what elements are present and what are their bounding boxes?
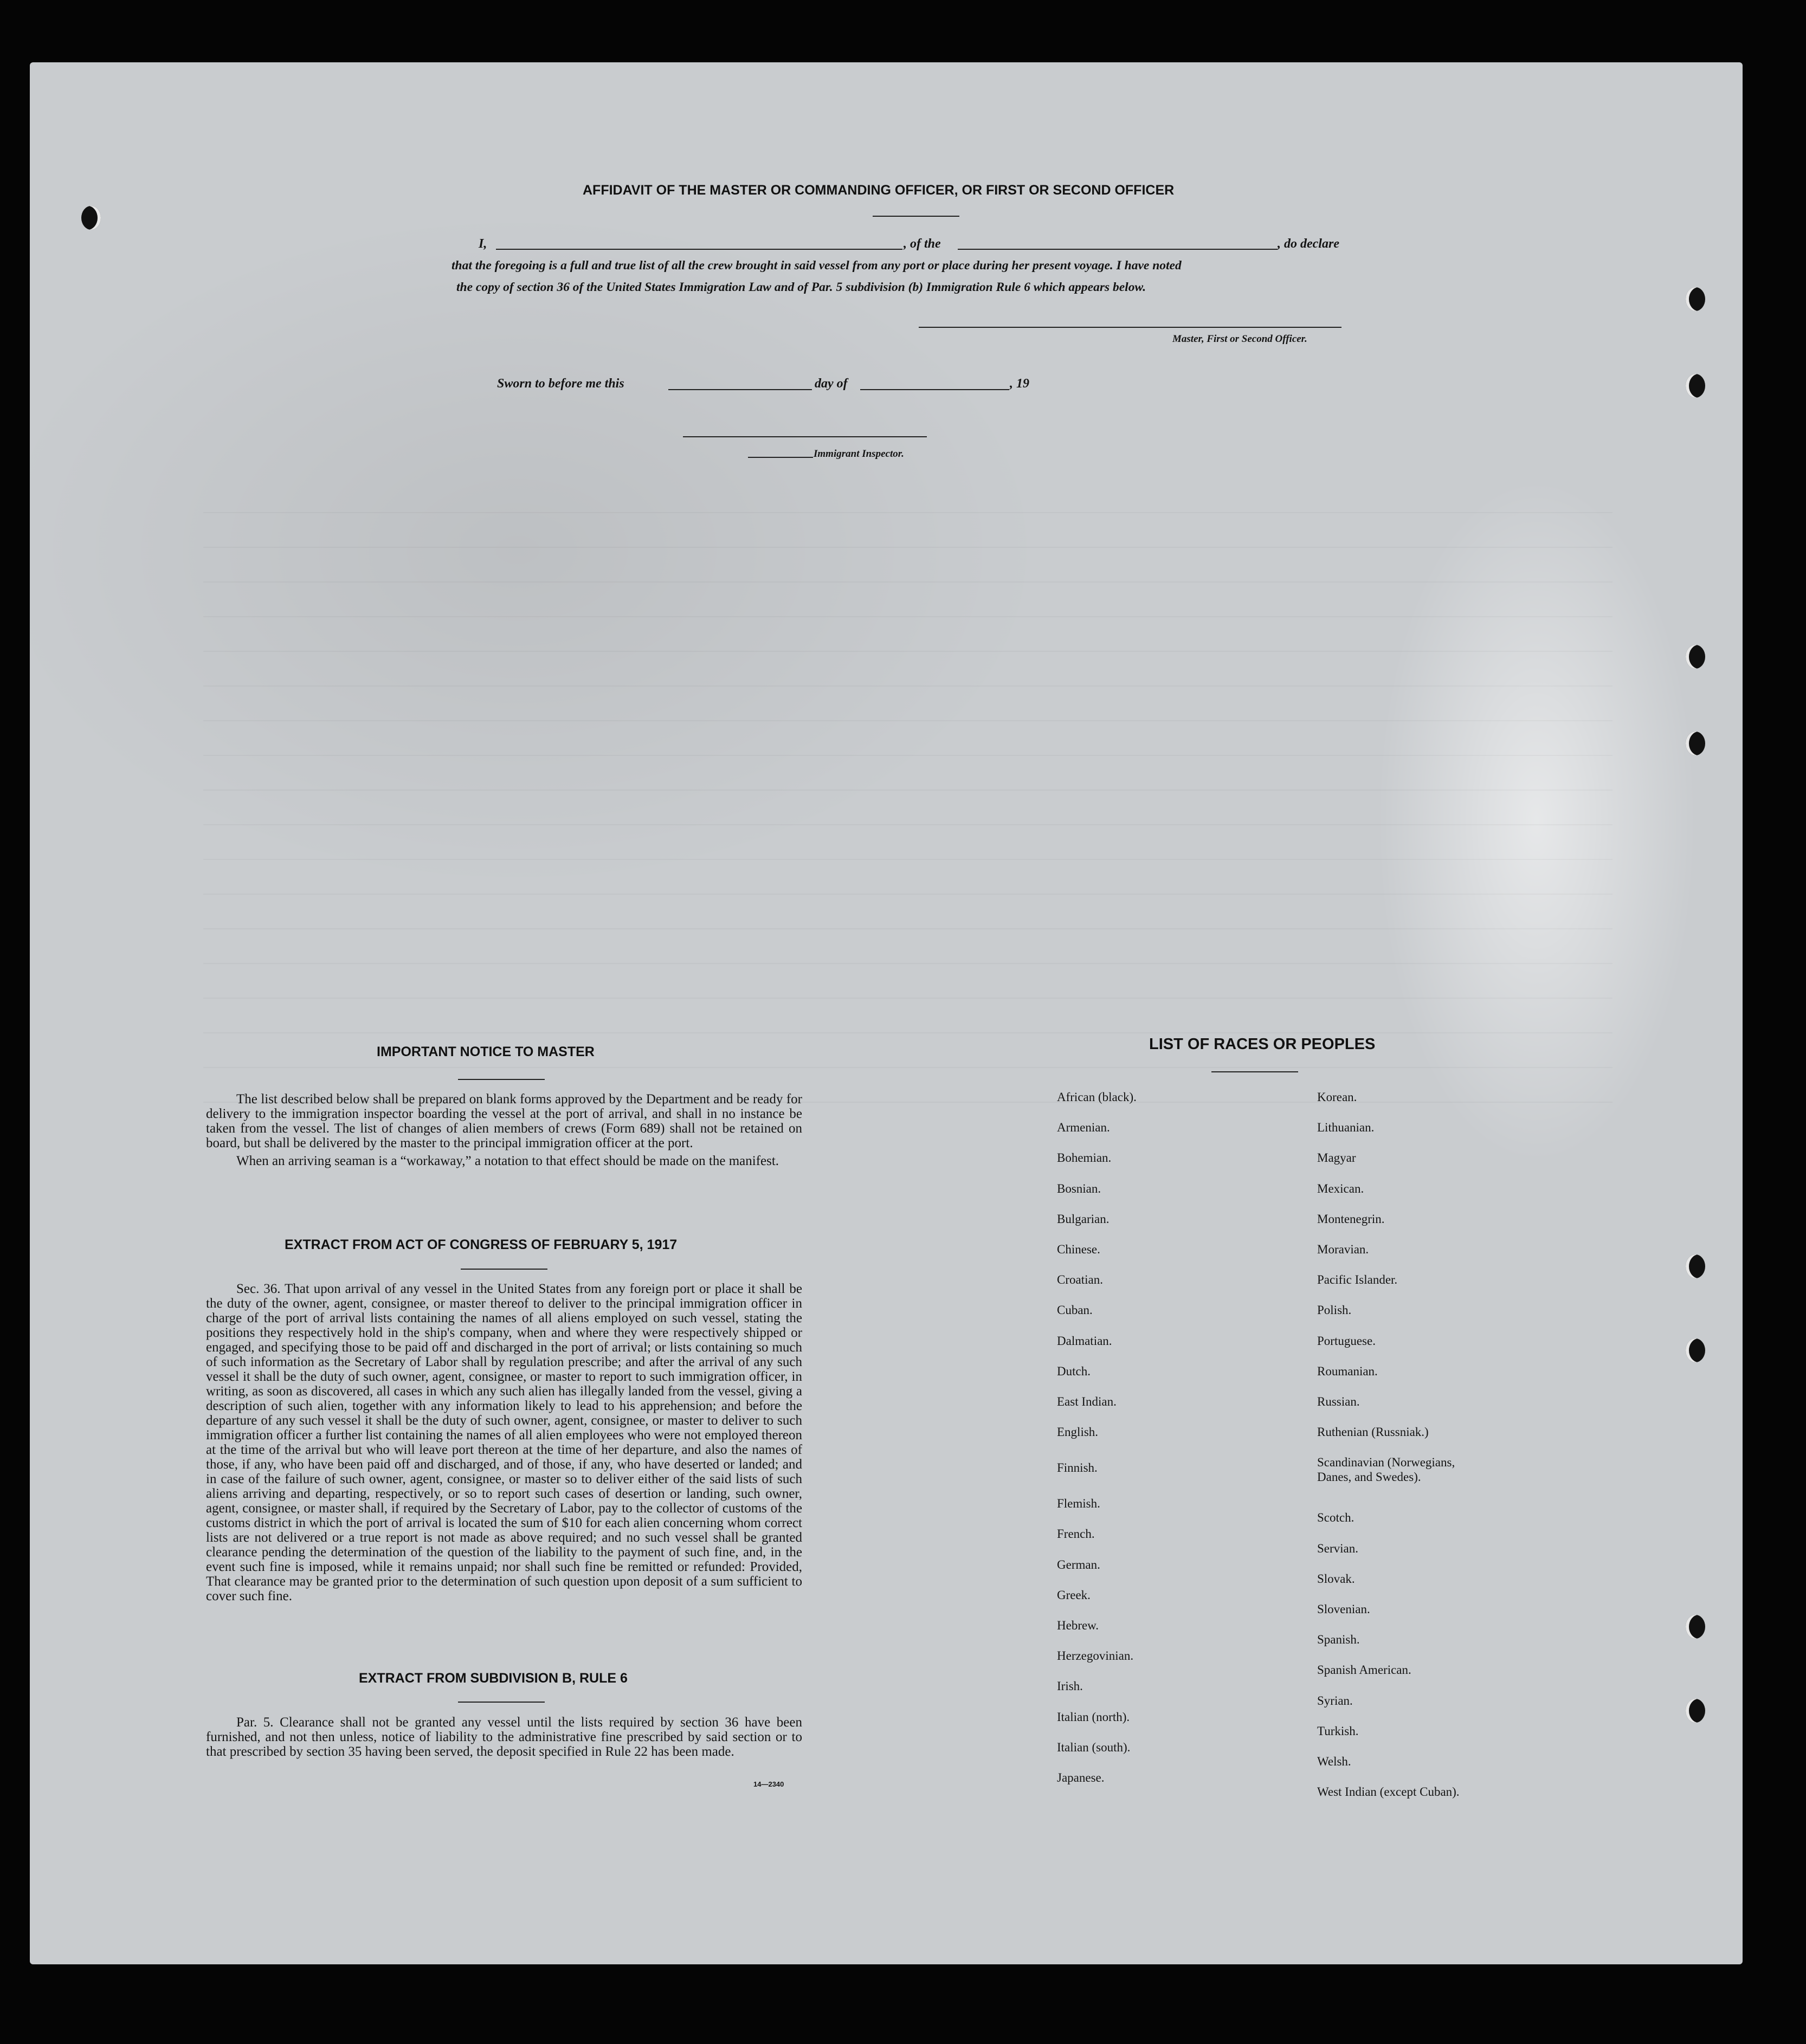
race-entry: Mexican. — [1317, 1181, 1364, 1195]
race-entry: Flemish. — [1057, 1497, 1100, 1511]
affidavit-do-declare-label: , do declare — [1278, 237, 1339, 251]
master-caption: Master, First or Second Officer. — [1172, 333, 1307, 345]
ghost-row — [203, 651, 1612, 652]
extract-act-body — [206, 1282, 802, 1603]
inspector-name-line — [748, 457, 813, 458]
affidavit-i-label: I, — [479, 237, 487, 251]
race-entry: Greek. — [1057, 1588, 1091, 1602]
ghost-row — [203, 859, 1612, 860]
race-entry: Pacific Islander. — [1317, 1273, 1398, 1287]
punch-hole — [1686, 374, 1705, 398]
divider — [458, 1079, 545, 1080]
race-entry: English. — [1057, 1425, 1099, 1439]
race-entry: Russian. — [1317, 1395, 1360, 1408]
divider — [458, 1702, 545, 1703]
race-entry: Chinese. — [1057, 1243, 1100, 1256]
race-entry: Servian. — [1317, 1541, 1359, 1555]
affidavit-title: AFFIDAVIT OF THE MASTER OR COMMANDING OFFICER, OR FIRST OR SECOND OFFICER — [583, 183, 1175, 198]
race-entry: East Indian. — [1057, 1395, 1117, 1408]
race-entry: Finnish. — [1057, 1461, 1098, 1475]
name-blank — [496, 249, 902, 250]
par-5-text: Par. 5. Clearance shall not be granted any vessel until the lists required by section 36 have been furnished, and not then unless, notice of liability to the administrative fine prescribed by said section or to that prescribed by section 35 having been served, the deposit specified in Rule 22 has been made. — [206, 1715, 802, 1759]
affidavit-of-the-label: , of the — [904, 237, 941, 251]
divider — [1211, 1071, 1298, 1072]
punch-hole — [1686, 1615, 1705, 1639]
race-entry: Japanese. — [1057, 1771, 1105, 1784]
month-blank — [860, 389, 1009, 390]
race-entry: Herzegovinian. — [1057, 1649, 1134, 1663]
extract-rule-title: EXTRACT FROM SUBDIVISION B, RULE 6 — [359, 1671, 628, 1686]
race-entry: Roumanian. — [1317, 1364, 1378, 1378]
punch-hole — [1686, 1699, 1705, 1723]
race-entry: Slovenian. — [1317, 1602, 1370, 1616]
race-entry: Welsh. — [1317, 1755, 1351, 1768]
ghost-row — [203, 894, 1612, 895]
race-entry: Syrian. — [1317, 1693, 1353, 1707]
affidavit-line-2: that the foregoing is a full and true list of all the crew brought in said vessel from any port or place during her present voyage. I have noted — [451, 258, 1182, 273]
ghost-row — [203, 685, 1612, 687]
master-signature-line — [919, 327, 1341, 328]
race-entry: Croatian. — [1057, 1273, 1103, 1287]
punch-hole — [1686, 1338, 1705, 1362]
race-entry: Bulgarian. — [1057, 1212, 1110, 1226]
day-of-label: day of — [815, 377, 848, 391]
races-title: LIST OF RACES OR PEOPLES — [1149, 1036, 1376, 1053]
ghost-row — [203, 1067, 1612, 1068]
race-entry: Portuguese. — [1317, 1334, 1376, 1348]
race-entry: Dutch. — [1057, 1364, 1091, 1378]
divider — [461, 1269, 547, 1270]
notice-paragraph-1: The list described below shall be prepared on blank forms approved by the Department and be ready for delivery to the immigration inspector boarding the vessel at the port of arrival, and shall in no instance be taken from the vessel. The list of changes of alien members of crews (Form 689) shall not be retained on board, but shall be delivered by the master to the principal immigration officer at the port. — [206, 1092, 802, 1150]
ghost-row — [203, 547, 1612, 548]
form-number: 14—2340 — [753, 1780, 784, 1788]
race-entry: Turkish. — [1317, 1724, 1359, 1738]
race-entry: Scandinavian (Norwegians, — [1317, 1456, 1455, 1470]
race-entry: Danes, and Swedes). — [1317, 1470, 1421, 1484]
extract-act-title: EXTRACT FROM ACT OF CONGRESS OF FEBRUARY 5, 1917 — [285, 1237, 678, 1252]
manifest-page — [30, 62, 1743, 1964]
race-entry: African (black). — [1057, 1090, 1137, 1104]
affidavit-line-3: the copy of section 36 of the United States Immigration Law and of Par. 5 subdivision (b) Immigration Rule 6 which appears below. — [456, 280, 1146, 294]
extract-rule-body — [206, 1715, 802, 1759]
punch-hole — [1686, 732, 1705, 755]
inspector-signature-line — [683, 436, 927, 437]
race-entry: Armenian. — [1057, 1121, 1110, 1135]
notice-title: IMPORTANT NOTICE TO MASTER — [377, 1044, 595, 1059]
ghost-row — [203, 720, 1612, 721]
race-entry: Spanish American. — [1317, 1663, 1411, 1677]
punch-hole — [1686, 645, 1705, 669]
race-entry: Hebrew. — [1057, 1619, 1099, 1632]
punch-hole — [81, 206, 101, 230]
race-entry: Ruthenian (Russniak.) — [1317, 1425, 1429, 1439]
race-entry: Moravian. — [1317, 1243, 1369, 1256]
ghost-row — [203, 755, 1612, 756]
race-entry: Montenegrin. — [1317, 1212, 1385, 1226]
race-entry: Italian (south). — [1057, 1740, 1131, 1754]
inspector-caption: Immigrant Inspector. — [814, 448, 904, 460]
race-entry: Cuban. — [1057, 1303, 1093, 1317]
ghost-row — [203, 998, 1612, 999]
race-entry: Lithuanian. — [1317, 1121, 1375, 1135]
race-entry: Bosnian. — [1057, 1181, 1101, 1195]
race-entry: West Indian (except Cuban). — [1317, 1785, 1460, 1799]
year-label: , 19 — [1010, 377, 1029, 391]
race-entry: Polish. — [1317, 1303, 1352, 1317]
race-entry: Magyar — [1317, 1151, 1356, 1165]
ghost-row — [203, 963, 1612, 964]
race-entry: Scotch. — [1317, 1511, 1354, 1525]
race-entry: Dalmatian. — [1057, 1334, 1112, 1348]
race-entry: Spanish. — [1317, 1633, 1360, 1647]
day-blank — [668, 389, 812, 390]
ghost-row — [203, 512, 1612, 513]
race-entry: Slovak. — [1317, 1571, 1355, 1586]
ghost-row — [203, 616, 1612, 617]
race-entry: Italian (north). — [1057, 1710, 1130, 1724]
section-36-text: Sec. 36. That upon arrival of any vessel in the United States from any foreign port or place it shall be the duty of the owner, agent, consignee, or master thereof to deliver to the principal immigration officer in charge of the port of arrival lists containing the names of all aliens employed on such vessel, stating the positions they respectively hold in the ship's company, when and where they were respectively shipped or engaged, and specifying those to be paid off and discharged in the port of arrival; or lists containing so much of such information as the Secretary of Labor shall by regulation prescribe; and after the arrival of any such vessel it shall be the duty of such owner, agent, consignee, or master to report to such immigration officer, in writing, as soon as discovered, all cases in which any such alien has illegally landed from the vessel, giving a description of such alien, together with any information likely to lead to his apprehension; and before the departure of any such vessel it shall be the duty of such owner, agent, consignee, or master to deliver to such immigration officer a further list containing the names of all alien employees who were not employed thereon at the time of the arrival but who will leave port thereon at the time of her departure, and also the names of those, if any, who have been paid off and discharged, and of those, if any, who have deserted or landed; and in case of the failure of such owner, agent, consignee, or master so to deliver either of the said lists of such aliens arriving and departing, respectively, or so to report such cases of desertion or landing, such owner, agent, consignee, or master shall, if required by the Secretary of Labor, pay to the collector of customs of the customs district in which the port of arrival is located the sum of $10 for each alien concerning whom correct lists are not delivered or a true report is not made as above required; and no such vessel shall be granted clearance pending the determination of the question of the liability to the payment of such fine, and, in the event such fine is imposed, while it remains unpaid; nor shall such fine be remitted or refunded: Provided, That clearance may be granted prior to the determination of such question upon deposit of a sum sufficient to cover such fine. — [206, 1282, 802, 1603]
notice-paragraph-2: When an arriving seaman is a “workaway,” a notation to that effect should be made on the manifest. — [236, 1154, 779, 1168]
ghost-row — [203, 824, 1612, 825]
race-entry: Bohemian. — [1057, 1151, 1112, 1165]
race-entry: French. — [1057, 1527, 1095, 1541]
ghost-row — [203, 928, 1612, 929]
sworn-label: Sworn to before me this — [497, 377, 624, 391]
punch-hole — [1686, 287, 1705, 311]
vessel-blank — [958, 249, 1278, 250]
divider — [873, 216, 959, 217]
ghost-row — [203, 581, 1612, 583]
ghost-row — [203, 790, 1612, 791]
notice-body — [206, 1092, 802, 1168]
punch-hole — [1686, 1254, 1705, 1278]
ghost-row — [203, 1032, 1612, 1033]
race-entry: Korean. — [1317, 1090, 1357, 1104]
race-entry: Irish. — [1057, 1679, 1083, 1693]
race-entry: German. — [1057, 1557, 1100, 1571]
